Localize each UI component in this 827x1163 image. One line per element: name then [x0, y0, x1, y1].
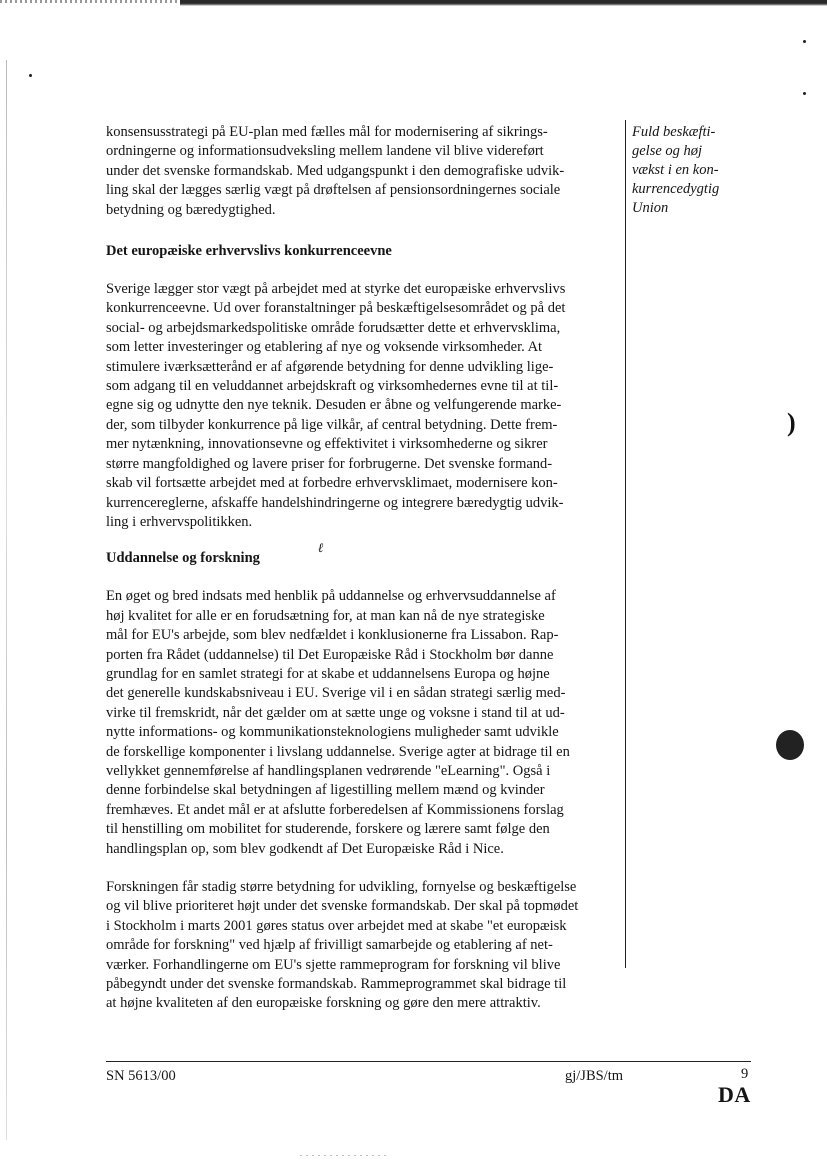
intro-paragraph: [106, 123, 626, 220]
text-line: de forskellige komponenter i livslang uddannelse. Sverige agter at bidrage til en: [106, 743, 570, 760]
text-line: ling skal der lægges særlig vægt på drøftelsen af pensionsordningernes sociale: [106, 182, 561, 199]
scan-speck: [803, 40, 806, 43]
margin-note-line: kurrencedygtig: [632, 181, 720, 197]
scan-edge-top-left: [0, 0, 180, 3]
language-code: DA: [718, 1082, 751, 1107]
punch-hole: [776, 730, 804, 760]
text-line: kurrencereglerne, afskaffe handelshindringerne og integrere bæredygtig udvik-: [106, 494, 564, 511]
scan-speck: [803, 92, 806, 95]
text-line: større mangfoldighed og lavere priser for forbrugerne. Det svenske formand-: [106, 455, 553, 472]
text-line: og vil blive prioriteret højt under det svenske formandskab. Der skal på topmødet: [106, 898, 579, 915]
text-line: betydning og bæredygtighed.: [106, 201, 276, 218]
text-line: vellykket gennemførelse af handlingsplanen vedrørende "eLearning". Også i: [106, 762, 551, 779]
author-initials: gj/JBS/tm: [565, 1068, 624, 1084]
scan-edge-top: [180, 0, 827, 6]
section-heading-education: Uddannelse og forskning: [106, 550, 260, 567]
margin-note-line: Fuld beskæfti-: [632, 124, 716, 140]
handwritten-mark: ℓ: [318, 540, 324, 555]
scan-mark-paren: ): [787, 408, 796, 437]
text-line: høj kvalitet for alle er en forudsætning for, at man kan nå de nye strategiske: [106, 607, 545, 624]
competitiveness-paragraph: [106, 280, 626, 532]
text-line: fremhæves. Et andet mål er at afslutte forberedelsen af Kommissionens forslag: [106, 801, 564, 818]
text-line: konsensusstrategi på EU-plan med fælles mål for modernisering af sikrings-: [106, 124, 548, 140]
page-number: 9: [741, 1066, 749, 1082]
text-line: skab vil fortsætte arbejdet med at forbedre erhvervsklimaet, modernisere kon-: [106, 475, 558, 492]
text-line: til henstilling om mobilitet for studerende, forskere og lærere samt følge den: [106, 821, 550, 838]
document-reference: SN 5613/00: [106, 1068, 176, 1084]
research-paragraph: [106, 878, 626, 1014]
text-line: egne sig og udnytte den nye teknik. Desuden er åbne og velfungerende marke-: [106, 397, 562, 414]
text-line: social- og arbejdsmarkedspolitiske område forudsætter dette et erhvervsklima,: [106, 319, 561, 336]
scan-speck: [29, 74, 32, 77]
text-line: Forskningen får stadig større betydning for udvikling, fornyelse og beskæftigelse: [106, 879, 577, 895]
text-line: ordningerne og informationsudveksling mellem landene vil blive videreført: [106, 143, 544, 160]
text-line: det generelle kundskabsniveau i EU. Sverige vil i en sådan strategi særlig med-: [106, 685, 566, 702]
text-line: handlingsplan op, som blev godkendt af Det Europæiske Råd i Nice.: [106, 840, 504, 857]
margin-note: [632, 123, 752, 218]
text-line: at højne kvaliteten af den europæiske forskning og gøre den mere attraktiv.: [106, 995, 541, 1012]
footer-rule: [106, 1061, 751, 1062]
text-line: i Stockholm i marts 2001 gøres status over arbejdet med at skabe "et europæisk: [106, 917, 567, 934]
margin-note-line: Union: [632, 200, 669, 216]
text-line: denne forbindelse skal betydningen af ligestilling mellem mænd og kvinder: [106, 782, 545, 799]
text-line: En øget og bred indsats med henblik på uddannelse og erhvervsuddannelse af: [106, 588, 556, 605]
text-line: som letter investeringer og etablering af nye og voksende virksomheder. At: [106, 339, 543, 356]
education-paragraph: [106, 587, 626, 859]
text-line: Sverige lægger stor vægt på arbejdet med at styrke det europæiske erhvervslivs: [106, 281, 566, 298]
text-line: mer nytænkning, innovationsevne og effektivitet i virksomhederne og sikrer: [106, 436, 548, 453]
text-line: grundlag for en samlet strategi for at skabe et uddannelsens Europa og højne: [106, 665, 550, 682]
text-line: stimulere iværksætterånd er af afgørende betydning for denne udvikling lige-: [106, 358, 554, 375]
margin-note-line: gelse og høj: [632, 143, 703, 159]
margin-note-line: vækst i en kon-: [632, 162, 719, 178]
text-line: mål for EU's arbejde, som blev nedfældet i konklusionerne fra Lissabon. Rap-: [106, 627, 559, 644]
text-line: værker. Forhandlingerne om EU's sjette rammeprogram for forskning vil blive: [106, 956, 561, 973]
text-line: påbegyndt under det svenske formandskab. Rammeprogrammet skal bidrage til: [106, 976, 567, 993]
text-line: som adgang til en veluddannet arbejdskraft og virksomhedernes evne til at til-: [106, 378, 559, 395]
text-line: porten fra Rådet (uddannelse) til Det Europæiske Råd i Stockholm bør danne: [106, 646, 554, 663]
text-line: ling i erhvervspolitikken.: [106, 513, 253, 530]
text-line: konkurrenceevne. Ud over foranstaltninger på beskæftigelsesområdet og på det: [106, 300, 566, 317]
section-heading-competitiveness: Det europæiske erhvervslivs konkurrenceevne: [106, 243, 392, 260]
text-line: område for forskning" ved hjælp af frivilligt samarbejde og etablering af net-: [106, 937, 553, 954]
text-line: virke til fremskridt, når det gælder om at sætte unge og voksne i stand til at ud-: [106, 704, 565, 721]
document-body: [106, 123, 626, 1014]
text-line: nytte informations- og kommunikationsteknologiens muligheder samt udvikle: [106, 724, 559, 741]
scan-edge-bottom: [300, 1155, 390, 1156]
text-line: under det svenske formandskab. Med udgangspunkt i den demografiske udvik-: [106, 162, 565, 179]
text-line: der, som tilbyder konkurrence på lige vilkår, af central betydning. Dette frem-: [106, 416, 558, 433]
scan-edge-left: [6, 60, 7, 1140]
